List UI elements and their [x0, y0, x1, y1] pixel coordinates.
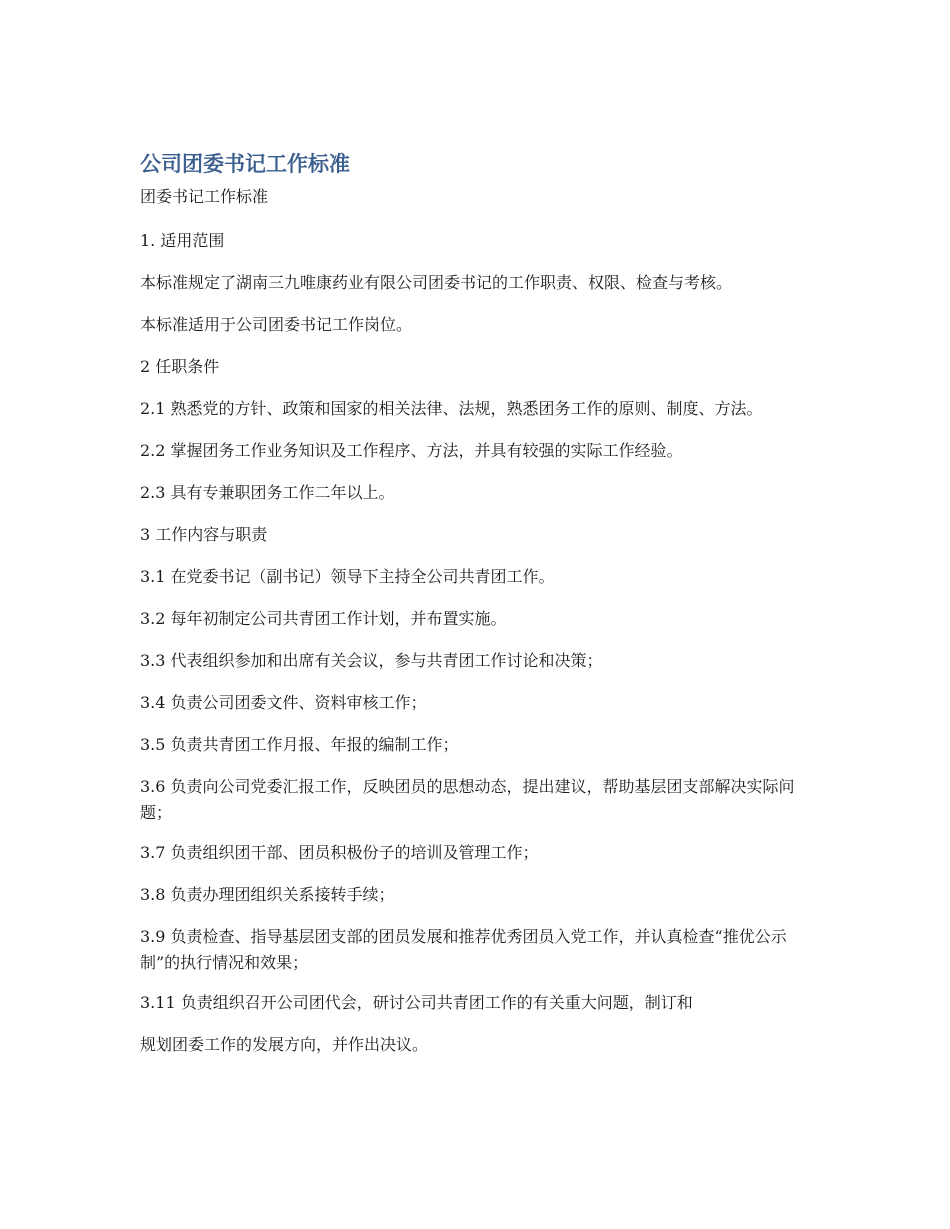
paragraph: 3.2 每年初制定公司共青团工作计划，并布置实施。 [140, 609, 507, 628]
paragraph: 3.1 在党委书记（副书记）领导下主持全公司共青团工作。 [140, 567, 555, 586]
paragraph: 2.2 掌握团务工作业务知识及工作程序、方法，并具有较强的实际工作经验。 [140, 441, 683, 460]
paragraph: 3.8 负责办理团组织关系接转手续； [140, 885, 395, 904]
document-title: 公司团委书记工作标准 [140, 152, 350, 176]
paragraph: 3.4 负责公司团委文件、资料审核工作； [140, 693, 427, 712]
document-page [140, 148, 820, 1074]
section-heading-duties: 3 工作内容与职责 [140, 525, 268, 544]
paragraph: 本标准规定了湖南三九唯康药业有限公司团委书记的工作职责、权限、检查与考核。 [140, 273, 733, 292]
paragraph: 2.3 具有专兼职团务工作二年以上。 [140, 483, 395, 502]
paragraph: 本标准适用于公司团委书记工作岗位。 [140, 315, 413, 334]
paragraph: 3.3 代表组织参加和出席有关会议，参与共青团工作讨论和决策； [140, 651, 603, 670]
section-heading-qualifications: 2 任职条件 [140, 357, 220, 376]
paragraph: 规划团委工作的发展方向，并作出决议。 [140, 1035, 429, 1054]
paragraph: 3.11 负责组织召开公司团代会，研讨公司共青团工作的有关重大问题，制订和 [140, 993, 693, 1012]
paragraph: 3.6 负责向公司党委汇报工作，反映团员的思想动态，提出建议，帮助基层团支部解决实际问题； [140, 777, 795, 822]
section-heading-scope: 1. 适用范围 [140, 231, 225, 250]
paragraph: 3.9 负责检查、指导基层团支部的团员发展和推荐优秀团员入党工作，并认真检查“推优公示制”的执行情况和效果； [140, 927, 787, 972]
document-subtitle: 团委书记工作标准 [140, 187, 269, 206]
paragraph: 3.5 负责共青团工作月报、年报的编制工作； [140, 735, 459, 754]
paragraph: 2.1 熟悉党的方针、政策和国家的相关法律、法规，熟悉团务工作的原则、制度、方法。 [140, 399, 763, 418]
paragraph: 3.7 负责组织团干部、团员积极份子的培训及管理工作； [140, 843, 539, 862]
